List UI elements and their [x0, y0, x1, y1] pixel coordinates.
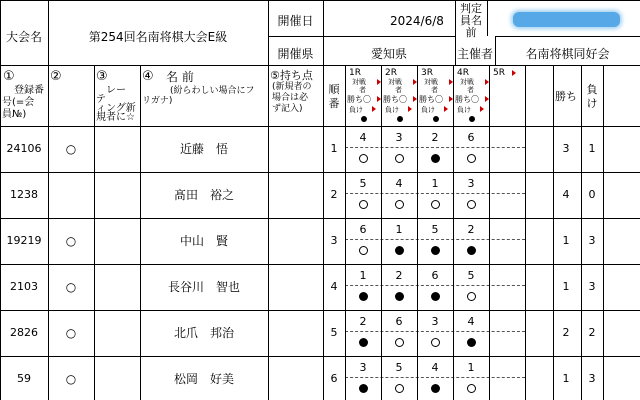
- col4-note-2: リガナ): [142, 96, 173, 106]
- round-sub-player: 者: [431, 86, 438, 94]
- player-order: 6: [330, 372, 338, 385]
- round-sub-loss: 負け: [421, 106, 435, 114]
- player-name: 北爪 邦治: [173, 326, 234, 340]
- round-sub-opponent: 対戦: [352, 78, 366, 86]
- round-sub-loss: 負け: [457, 106, 471, 114]
- judge-label-2: 員名: [460, 14, 482, 27]
- registration-number: 19219: [6, 234, 42, 247]
- loss-circle-icon: [467, 246, 476, 255]
- opponent-number: 4: [467, 315, 475, 328]
- grid-line: [0, 310, 640, 311]
- round-sub-loss: 負け: [385, 106, 399, 114]
- tournament-name: 第254回名南将棋大会E級: [88, 30, 228, 44]
- player-order: 5: [330, 326, 338, 339]
- round-marker-icon: [512, 70, 516, 76]
- round-sub-player: 者: [359, 86, 366, 94]
- opponent-number: 4: [359, 131, 367, 144]
- grid-line: [581, 65, 582, 400]
- grid-line: [495, 36, 496, 65]
- round-marker-icon: [408, 106, 412, 112]
- grid-line: [489, 65, 490, 400]
- player-order: 4: [330, 280, 338, 293]
- win-circle-icon: [359, 154, 368, 163]
- losses-count: 2: [588, 326, 596, 339]
- loss-circle-icon: [359, 338, 368, 347]
- organizer-label: 主催者: [456, 47, 493, 61]
- opponent-number: 5: [395, 361, 403, 374]
- player-name: 長谷川 智也: [167, 280, 240, 294]
- tournament-label: 大会名: [5, 30, 42, 44]
- loss-circle-icon: [431, 154, 440, 163]
- col3-text-3: ィング新: [96, 103, 136, 114]
- col1-text-2: 号(=会: [2, 97, 35, 108]
- order-label-2: 番: [328, 97, 340, 110]
- loss-circle-icon: [431, 292, 440, 301]
- grid-line: [0, 218, 640, 219]
- member-mark: ○: [65, 280, 77, 294]
- round-loss-dot-icon: [433, 116, 439, 122]
- grid-line: [525, 65, 526, 400]
- grid-line: [94, 65, 95, 400]
- round-marker-icon: [480, 106, 484, 112]
- member-mark: ○: [65, 326, 77, 340]
- round-loss-dot-icon: [397, 116, 403, 122]
- opponent-number: 3: [395, 131, 403, 144]
- grid-line: [323, 0, 324, 65]
- opponent-number: 6: [467, 131, 475, 144]
- round-sub-opponent: 対戦: [460, 78, 474, 86]
- loss-circle-icon: [359, 384, 368, 393]
- grid-line: [0, 356, 640, 357]
- member-mark: ○: [65, 142, 77, 156]
- grid-dashed-line: [345, 377, 525, 378]
- round-loss-dot-icon: [469, 116, 475, 122]
- registration-number: 24106: [6, 142, 42, 155]
- win-circle-icon: [467, 154, 476, 163]
- opponent-number: 3: [359, 361, 367, 374]
- judge-label-3: 前: [465, 26, 477, 39]
- grid-line: [0, 0, 1, 400]
- round-sub-win: 勝ち〇: [383, 95, 407, 104]
- round-sub-player: 者: [467, 86, 474, 94]
- round-label: 4R: [457, 68, 469, 78]
- col1-text-1: 登録番: [14, 85, 44, 96]
- round-sub-win: 勝ち〇: [455, 95, 479, 104]
- opponent-number: 5: [359, 177, 367, 190]
- wins-count: 3: [562, 142, 570, 155]
- win-circle-icon: [395, 338, 404, 347]
- win-circle-icon: [467, 384, 476, 393]
- opponent-number: 1: [359, 269, 367, 282]
- round-sub-opponent: 対戦: [424, 78, 438, 86]
- col1-number: ①: [3, 69, 15, 84]
- col4-title: 名 前: [166, 70, 194, 84]
- losses-count: 3: [588, 280, 596, 293]
- col5-text-2: (新規者の: [272, 82, 312, 92]
- round-sub-win: 勝ち〇: [347, 95, 371, 104]
- grid-dashed-line: [345, 285, 525, 286]
- order-label-1: 順: [328, 83, 340, 96]
- losses-count: 0: [588, 188, 596, 201]
- col5-text-1: ⑤持ち点: [270, 69, 313, 82]
- grid-line: [381, 65, 382, 400]
- loss-circle-icon: [431, 384, 440, 393]
- prefecture-value: 愛知県: [370, 47, 407, 61]
- round-marker-icon: [444, 106, 448, 112]
- round-sub-player: 者: [395, 86, 402, 94]
- win-circle-icon: [467, 292, 476, 301]
- opponent-number: 5: [467, 269, 475, 282]
- col3-text-4: 規者に☆: [96, 112, 135, 123]
- grid-line: [417, 65, 418, 400]
- col1-text-3: 員№): [2, 109, 27, 120]
- win-circle-icon: [359, 200, 368, 209]
- win-circle-icon: [431, 338, 440, 347]
- grid-line: [487, 0, 488, 36]
- col4-note: (紛らわしい場合にフ: [170, 86, 255, 96]
- opponent-number: 2: [431, 131, 439, 144]
- col3-text-2: テ: [96, 94, 106, 105]
- col2-number: ②: [50, 69, 62, 84]
- player-name: 松岡 好美: [173, 372, 234, 386]
- col3-text-1: レー: [106, 85, 126, 96]
- grid-line: [0, 172, 640, 173]
- grid-line: [323, 65, 324, 400]
- opponent-number: 2: [395, 269, 403, 282]
- opponent-number: 4: [431, 361, 439, 374]
- round-label: 2R: [385, 68, 397, 78]
- round-marker-icon: [372, 106, 376, 112]
- opponent-number: 2: [359, 315, 367, 328]
- member-mark: ○: [65, 234, 77, 248]
- date-label: 開催日: [277, 14, 314, 28]
- grid-dashed-line: [345, 331, 525, 332]
- opponent-number: 1: [395, 223, 403, 236]
- registration-number: 2826: [10, 326, 38, 339]
- grid-line: [345, 65, 346, 400]
- grid-line: [140, 65, 141, 400]
- losses-count: 1: [588, 142, 596, 155]
- opponent-number: 4: [395, 177, 403, 190]
- redacted-judge-name: [513, 12, 620, 27]
- prefecture-label: 開催県: [277, 47, 314, 61]
- win-circle-icon: [431, 200, 440, 209]
- opponent-number: 1: [467, 361, 475, 374]
- opponent-number: 3: [431, 315, 439, 328]
- win-circle-icon: [467, 200, 476, 209]
- wins-count: 2: [562, 326, 570, 339]
- win-circle-icon: [395, 384, 404, 393]
- losses-count: 3: [588, 234, 596, 247]
- wins-label: 勝ち: [555, 90, 577, 103]
- win-circle-icon: [359, 246, 368, 255]
- opponent-number: 6: [395, 315, 403, 328]
- registration-number: 2103: [10, 280, 38, 293]
- grid-line: [453, 65, 454, 400]
- grid-dashed-line: [345, 193, 525, 194]
- opponent-number: 6: [431, 269, 439, 282]
- col3-number: ③: [96, 69, 108, 84]
- member-mark: ○: [65, 372, 77, 386]
- loss-circle-icon: [359, 292, 368, 301]
- loss-circle-icon: [431, 246, 440, 255]
- col5-text-4: ず記入): [272, 104, 303, 114]
- losses-label-2: け: [586, 97, 598, 110]
- player-name: 中山 賢: [179, 234, 228, 248]
- round-sub-opponent: 対戦: [388, 78, 402, 86]
- col5-text-3: 場合は必: [272, 93, 309, 103]
- loss-circle-icon: [395, 292, 404, 301]
- losses-count: 3: [588, 372, 596, 385]
- grid-line: [603, 65, 604, 400]
- grid-line: [455, 0, 456, 65]
- win-circle-icon: [395, 154, 404, 163]
- grid-line: [0, 126, 640, 127]
- grid-line: [268, 0, 269, 400]
- grid-dashed-line: [345, 147, 525, 148]
- grid-line: [0, 264, 640, 265]
- player-order: 2: [330, 188, 338, 201]
- grid-line: [553, 65, 554, 400]
- grid-line: [0, 65, 640, 66]
- wins-count: 1: [562, 234, 570, 247]
- registration-number: 1238: [10, 188, 38, 201]
- round-label: 3R: [421, 68, 433, 78]
- win-circle-icon: [395, 200, 404, 209]
- col4-number: ④: [142, 69, 154, 84]
- loss-circle-icon: [467, 338, 476, 347]
- player-name: 近藤 悟: [179, 142, 228, 156]
- player-order: 1: [330, 142, 338, 155]
- losses-label-1: 負: [586, 83, 598, 96]
- opponent-number: 3: [467, 177, 475, 190]
- registration-number: 59: [17, 372, 31, 385]
- wins-count: 1: [562, 372, 570, 385]
- grid-line: [48, 0, 49, 400]
- opponent-number: 6: [359, 223, 367, 236]
- grid-line: [0, 0, 640, 1]
- opponent-number: 5: [431, 223, 439, 236]
- grid-line: [268, 36, 455, 37]
- date-value: 2024/6/8: [390, 14, 444, 28]
- loss-circle-icon: [395, 246, 404, 255]
- round-loss-dot-icon: [361, 116, 367, 122]
- round-sub-win: 勝ち〇: [419, 95, 443, 104]
- round-label: 1R: [349, 68, 361, 78]
- grid-dashed-line: [345, 239, 525, 240]
- round-sub-loss: 負け: [349, 106, 363, 114]
- judge-label-1: 判定: [460, 2, 482, 15]
- player-order: 3: [330, 234, 338, 247]
- player-name: 髙田 裕之: [173, 188, 234, 202]
- opponent-number: 2: [467, 223, 475, 236]
- opponent-number: 1: [431, 177, 439, 190]
- round-label: 5R: [493, 68, 505, 78]
- organizer-value: 名南将棋同好会: [525, 47, 610, 61]
- grid-line: [495, 36, 640, 37]
- wins-count: 1: [562, 280, 570, 293]
- wins-count: 4: [562, 188, 570, 201]
